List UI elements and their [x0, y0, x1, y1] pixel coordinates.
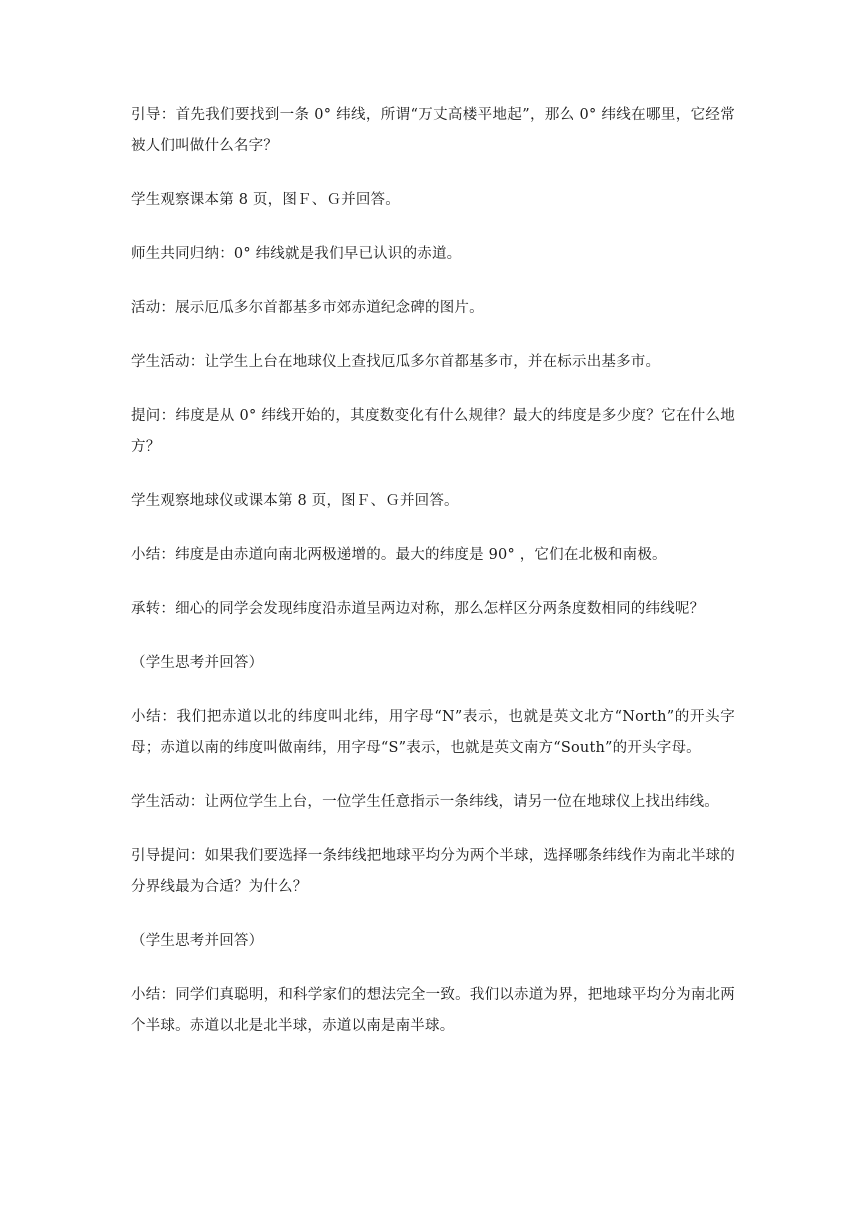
paragraph-student-think-2: （学生思考并回答） [131, 933, 264, 949]
paragraph-student-activity-quito: 学生活动：让学生上台在地球仪上查找厄瓜多尔首都基多市，并在标示出基多市。 [131, 354, 661, 370]
document-body [131, 100, 735, 1065]
paragraph-transition: 承转：细心的同学会发现纬度沿赤道呈两边对称，那么怎样区分两条度数相同的纬线呢？ [131, 601, 705, 617]
paragraph-summary-north-south: 小结：我们把赤道以北的纬度叫北纬，用字母“N”表示，也就是英文北方“North”的开头字母；赤道以南的纬度叫做南纬，用字母“S”表示，也就是英文南方“South”的开头字母。 [131, 709, 735, 756]
paragraph-activity-monument: 活动：展示厄瓜多尔首都基多市郊赤道纪念碑的图片。 [131, 300, 484, 316]
paragraph-question-latitude: 提问：纬度是从 0° 纬线开始的，其度数变化有什么规律？最大的纬度是多少度？它在什么地方？ [131, 408, 735, 455]
paragraph-summary-equator: 师生共同归纳：0° 纬线就是我们早已认识的赤道。 [131, 246, 462, 262]
paragraph-student-activity-pair: 学生活动：让两位学生上台，一位学生任意指示一条纬线，请另一位在地球仪上找出纬线。 [131, 794, 719, 810]
paragraph-guide-question: 引导：首先我们要找到一条 0° 纬线，所谓“万丈高楼平地起”，那么 0° 纬线在哪里，它经常被人们叫做什么名字？ [131, 107, 735, 154]
paragraph-student-think-1: （学生思考并回答） [131, 655, 264, 671]
paragraph-student-observe-globe: 学生观察地球仪或课本第 8 页，图Ｆ、Ｇ并回答。 [131, 493, 459, 509]
paragraph-summary-hemispheres: 小结：同学们真聪明，和科学家们的想法完全一致。我们以赤道为界，把地球平均分为南北两个半球。赤道以北是北半球，赤道以南是南半球。 [131, 987, 735, 1034]
paragraph-guide-hemisphere: 引导提问：如果我们要选择一条纬线把地球平均分为两个半球，选择哪条纬线作为南北半球的分界线最为合适？为什么？ [131, 848, 735, 895]
paragraph-student-observe: 学生观察课本第 8 页，图Ｆ、Ｇ并回答。 [131, 192, 400, 208]
paragraph-summary-poles: 小结：纬度是由赤道向南北两极递增的。最大的纬度是 90° ，它们在北极和南极。 [131, 547, 667, 563]
